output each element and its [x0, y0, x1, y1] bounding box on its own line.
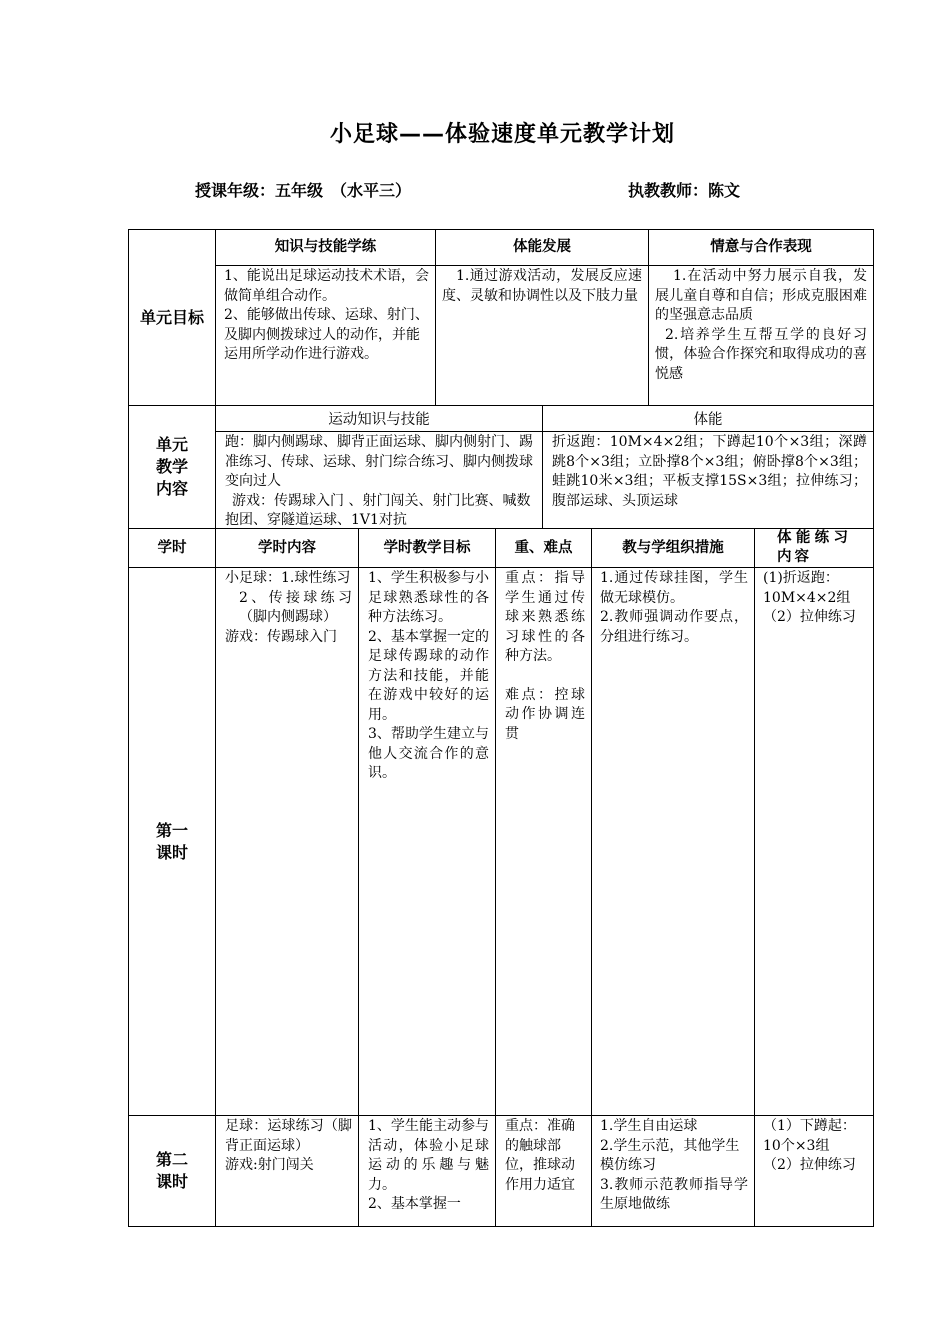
- lesson-header-goals: 学时教学目标: [358, 528, 496, 568]
- unit-goals-fitness-text: 1.通过游戏活动，发展反应速度、灵敏和协调性以及下肢力量: [442, 268, 642, 304]
- grade-info: 授课年级：五年级 （水平三）: [195, 181, 412, 200]
- lesson-1-keys: [495, 567, 592, 1116]
- unit-content-header-fitness: 体能: [542, 405, 874, 432]
- lesson-1-fitness-2: （2）拉伸练习: [763, 609, 856, 625]
- unit-content-label: 单元教学内容: [128, 405, 216, 529]
- lesson-1-content-2: 2、传接球练习（脚内侧踢球）: [239, 589, 352, 625]
- lesson-2-measure-3: 3.教师示范教师指导学生原地做练: [600, 1176, 748, 1212]
- lesson-2-label: 第二课时: [128, 1115, 216, 1227]
- lesson-1-measure-2: 2.教师强调动作要点，分组进行练习。: [600, 609, 748, 645]
- lesson-2-measures: [591, 1115, 755, 1227]
- unit-content-fitness-text: 折返跑：10M×4×2组；下蹲起10个×3组；深蹲跳8个×3组；立卧撑8个×3组；俯卧撑8个×3组；蛙跳10米×3组；平板支撑15S×3组；拉伸练习；腹部运球、头顶运球: [552, 434, 867, 509]
- lesson-2-fitness: [754, 1115, 874, 1227]
- lesson-2-fitness-1: （1）下蹲起：10个×3组: [763, 1118, 856, 1154]
- lesson-1-goals: [358, 567, 496, 1116]
- lesson-2-measure-2: 2.学生示范，其他学生模仿练习: [600, 1137, 740, 1173]
- unit-goals-skill-1: 1、能说出足球运动技术术语，会做简单组合动作。: [224, 268, 429, 304]
- lesson-header-keys: 重、难点: [495, 528, 592, 568]
- lesson-header-content: 学时内容: [215, 528, 359, 568]
- lesson-1-key-point: 重点：指导学生通过传球来熟悉练习球性的各种方法。: [505, 570, 585, 664]
- lesson-1-goal-3: 3、帮助学生建立与他人交流合作的意识。: [368, 726, 489, 781]
- unit-goals-skills: [215, 265, 436, 406]
- unit-goals-header-affect: 情意与合作表现: [648, 229, 874, 266]
- lesson-header-period: 学时: [128, 528, 216, 568]
- lesson-2-fitness-2: （2）拉伸练习: [763, 1157, 856, 1173]
- unit-content-skill-1: 跑：脚内侧踢球、脚背正面运球、脚内侧射门、踢准练习、传球、运球、射门综合练习、脚内侧拨球变向过人: [225, 434, 533, 489]
- lesson-2-keys: [495, 1115, 592, 1227]
- lesson-2-content-2: 游戏:射门闯关: [225, 1157, 314, 1173]
- lesson-2-measure-1: 1.学生自由运球: [600, 1118, 698, 1134]
- unit-goals-label: 单元目标: [128, 229, 216, 406]
- unit-goals-affect-2: 2.培养学生互帮互学的良好习惯，体验合作探究和取得成功的喜悦感: [655, 326, 867, 382]
- lesson-2-content-1: 足球：运球练习（脚背正面运球）: [225, 1118, 352, 1154]
- lesson-1-content-1: 小足球：1.球性练习: [225, 570, 351, 586]
- lesson-2-goal-1: 1、学生能主动参与活动，体验小足球运动的乐趣与魅力。: [368, 1118, 489, 1193]
- lesson-1-difficult-point: 难点：控球动作协调连贯: [505, 686, 585, 742]
- unit-goals-fitness: [435, 265, 649, 406]
- lesson-2-goals: [358, 1115, 496, 1227]
- lesson-1-measure-1: 1.通过传球挂图，学生做无球模仿。: [600, 570, 748, 606]
- teacher-info: 执教教师：陈文: [628, 181, 741, 200]
- lesson-2-goal-2: 2、基本掌握一: [368, 1196, 461, 1212]
- lesson-1-content: [215, 567, 359, 1116]
- page-title: 小足球——体验速度单元教学计划: [329, 122, 675, 147]
- unit-content-skills: [215, 431, 543, 529]
- lesson-1-content-3: 游戏：传踢球入门: [225, 628, 337, 645]
- unit-goals-skill-2: 2、能够做出传球、运球、射门、及脚内侧拨球过人的动作，并能运用所学动作进行游戏。: [224, 307, 429, 362]
- unit-goals-header-fitness: 体能发展: [435, 229, 649, 266]
- lesson-1-fitness-1: (1)折返跑：10M×4×2组: [763, 570, 851, 606]
- lesson-2-content: [215, 1115, 359, 1227]
- lesson-1-fitness: [754, 567, 874, 1116]
- unit-content-header-skills: 运动知识与技能: [215, 405, 543, 432]
- unit-content-fitness: [542, 431, 874, 529]
- unit-content-skill-2: 游戏：传踢球入门 、射门闯关、射门比赛、喊数抱团、穿隧道运球、1V1对抗: [225, 492, 531, 528]
- lesson-1-goal-2: 2、基本掌握一定的足球传踢球的动作方法和技能，并能在游戏中较好的运用。: [368, 628, 489, 723]
- lesson-header-fitness: 体能练习内容: [754, 528, 874, 568]
- lesson-1-label: 第一课时: [128, 567, 216, 1116]
- lesson-header-measures: 教与学组织措施: [591, 528, 755, 568]
- unit-goals-header-skills: 知识与技能学练: [215, 229, 436, 266]
- lesson-1-goal-1: 1、学生积极参与小足球熟悉球性的各种方法练习。: [368, 570, 489, 625]
- unit-goals-affect-1: 1.在活动中努力展示自我，发展儿童自尊和自信；形成克服困难的坚强意志品质: [655, 268, 867, 323]
- lesson-1-measures: [591, 567, 755, 1116]
- lesson-2-key-point: 重点：准确的触球部位，推球动作用力适宜: [505, 1118, 575, 1193]
- unit-goals-affect: [648, 265, 874, 406]
